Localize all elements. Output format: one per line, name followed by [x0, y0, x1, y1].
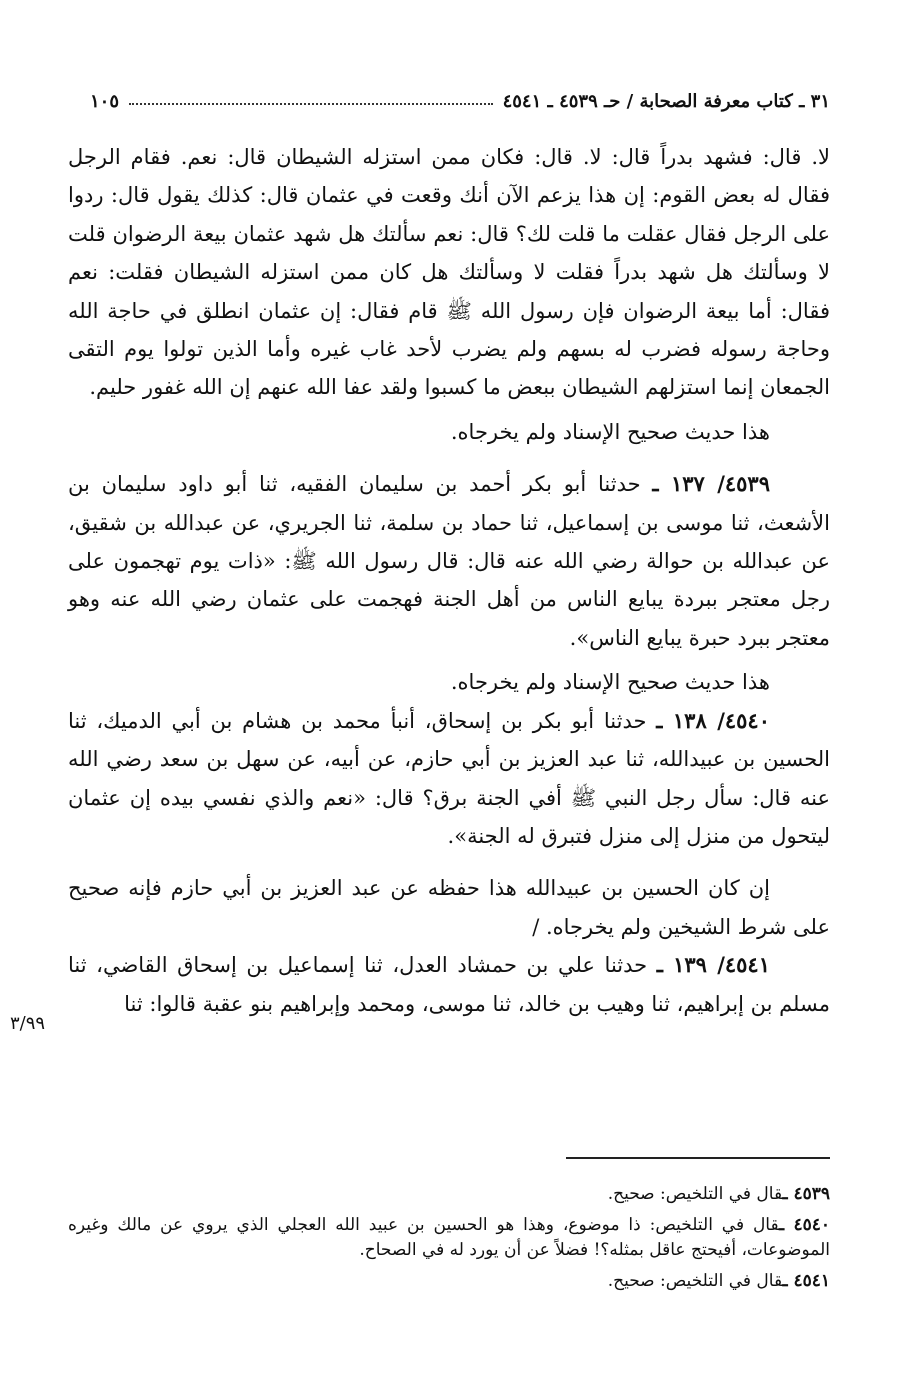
verdict-line: هذا حديث صحيح الإسناد ولم يخرجاه. — [450, 670, 770, 695]
footnote-separator — [566, 1157, 830, 1159]
footnote-text: قال في التلخيص: صحيح. — [607, 1184, 783, 1204]
hadith-4539 — [68, 465, 830, 657]
hadith-text: حدثنا أبو بكر بن إسحاق، أنبأ محمد بن هشام بن أبي الدميك، ثنا الحسين بن عبيدالله، ثنا عبد العزيز بن أبي حازم، عن أبيه، عن سهل بن سعد رضي الله عنه قال: سأل رجل النبي ﷺ أفي الجنة برق؟ قال: «نعم والذي نفسي بيده إن عثمان ليتحول من منزل إلى منزل فتبرق له الجنة». — [68, 708, 830, 848]
hadith-number: ٤٥٣٩/ ١٣٧ ـ — [652, 471, 770, 497]
footnote-number: ٤٥٤١ ـ — [782, 1271, 830, 1291]
hadith-text: حدثنا علي بن حمشاد العدل، ثنا إسماعيل بن إسحاق القاضي، ثنا مسلم بن إبراهيم، ثنا وهيب بن خالد، ثنا موسى، ومحمد وإبراهيم بنو عقبة قالوا: ثنا — [68, 953, 830, 1016]
verdict-line: هذا حديث صحيح الإسناد ولم يخرجاه. — [450, 419, 770, 444]
hadith-4541 — [68, 946, 830, 1023]
paragraph-continuation: لا. قال: فشهد بدراً قال: لا. قال: فكان ممن استزله الشيطان قال: نعم. فقام الرجل فقال له بعض القوم: إن هذا يزعم الآن أنك وقعت في عثمان قال: كذلك يقول قال: ردوا على الرجل فقال عقلت ما قلت لك؟ قال: نعم سألتك هل شهد عثمان بيعة الرضوان قلت لا وسألتك هل شهد بدراً فقلت لا وسألتك هل كان ممن استزله الشيطان فقلت: نعم فقال: أما بيعة الرضوان فإن رسول الله ﷺ قام فقال: إن عثمان انطلق في حاجة الله وحاجة رسوله فضرب له بسهم ولم يضرب لأحد غاب غيره وأما الذين تولوا يوم التقى الجمعان إنما استزلهم الشيطان ببعض ما كسبوا ولقد عفا الله عنهم إن الله غفور حليم. — [68, 145, 830, 400]
hadith-number: ٤٥٤٠/ ١٣٨ ـ — [656, 707, 770, 733]
commentary-paragraph: إن كان الحسين بن عبيدالله هذا حفظه عن عبد العزيز بن أبي حازم فإنه صحيح على شرط الشيخين ولم يخرجاه. / — [68, 876, 830, 939]
margin-reference: ٣/٩٩ — [10, 1013, 46, 1034]
header-dot-leader — [129, 97, 493, 105]
footnote-number: ٤٥٤٠ ـ — [779, 1215, 830, 1235]
footnote-number: ٤٥٣٩ ـ — [782, 1184, 830, 1204]
hadith-4540 — [68, 702, 830, 856]
footnote — [68, 1213, 830, 1263]
footnote-text: قال في التلخيص: صحيح. — [607, 1271, 783, 1291]
running-header — [90, 84, 830, 118]
hadith-text: حدثنا أبو بكر أحمد بن سليمان الفقيه، ثنا أبو داود سليمان بن الأشعث، ثنا موسى بن إسماعيل، ثنا حماد بن سلمة، ثنا الجريري، عن عبدالله بن شقيق، عن عبدالله بن حوالة رضي الله عنه قال: قال رسول الله ﷺ: «ذات يوم تهجمون على رجل معتجر ببردة يبايع الناس من أهل الجنة فهجمت على عثمان رضي الله عنه وهو معتجر ببرد حبرة يبايع الناس». — [68, 472, 830, 650]
footnote — [68, 1182, 830, 1207]
page-number: ١٠٥ — [90, 90, 120, 112]
footnote-text: قال في التلخيص: ذا موضوع، وهذا هو الحسين بن عبيد الله العجلي الذي يروي عن مالك وغيره الموضوعات، أفيحتج عاقل بمثله؟! فضلاً عن أن يورد له في الصحاح. — [68, 1215, 830, 1260]
footnote — [68, 1269, 830, 1294]
main-text — [68, 138, 830, 1023]
header-title: ٣١ ـ كتاب معرفة الصحابة / حـ ٤٥٣٩ ـ ٤٥٤١ — [502, 90, 830, 112]
footnotes — [68, 1182, 830, 1300]
hadith-number: ٤٥٤١/ ١٣٩ ـ — [656, 952, 770, 978]
